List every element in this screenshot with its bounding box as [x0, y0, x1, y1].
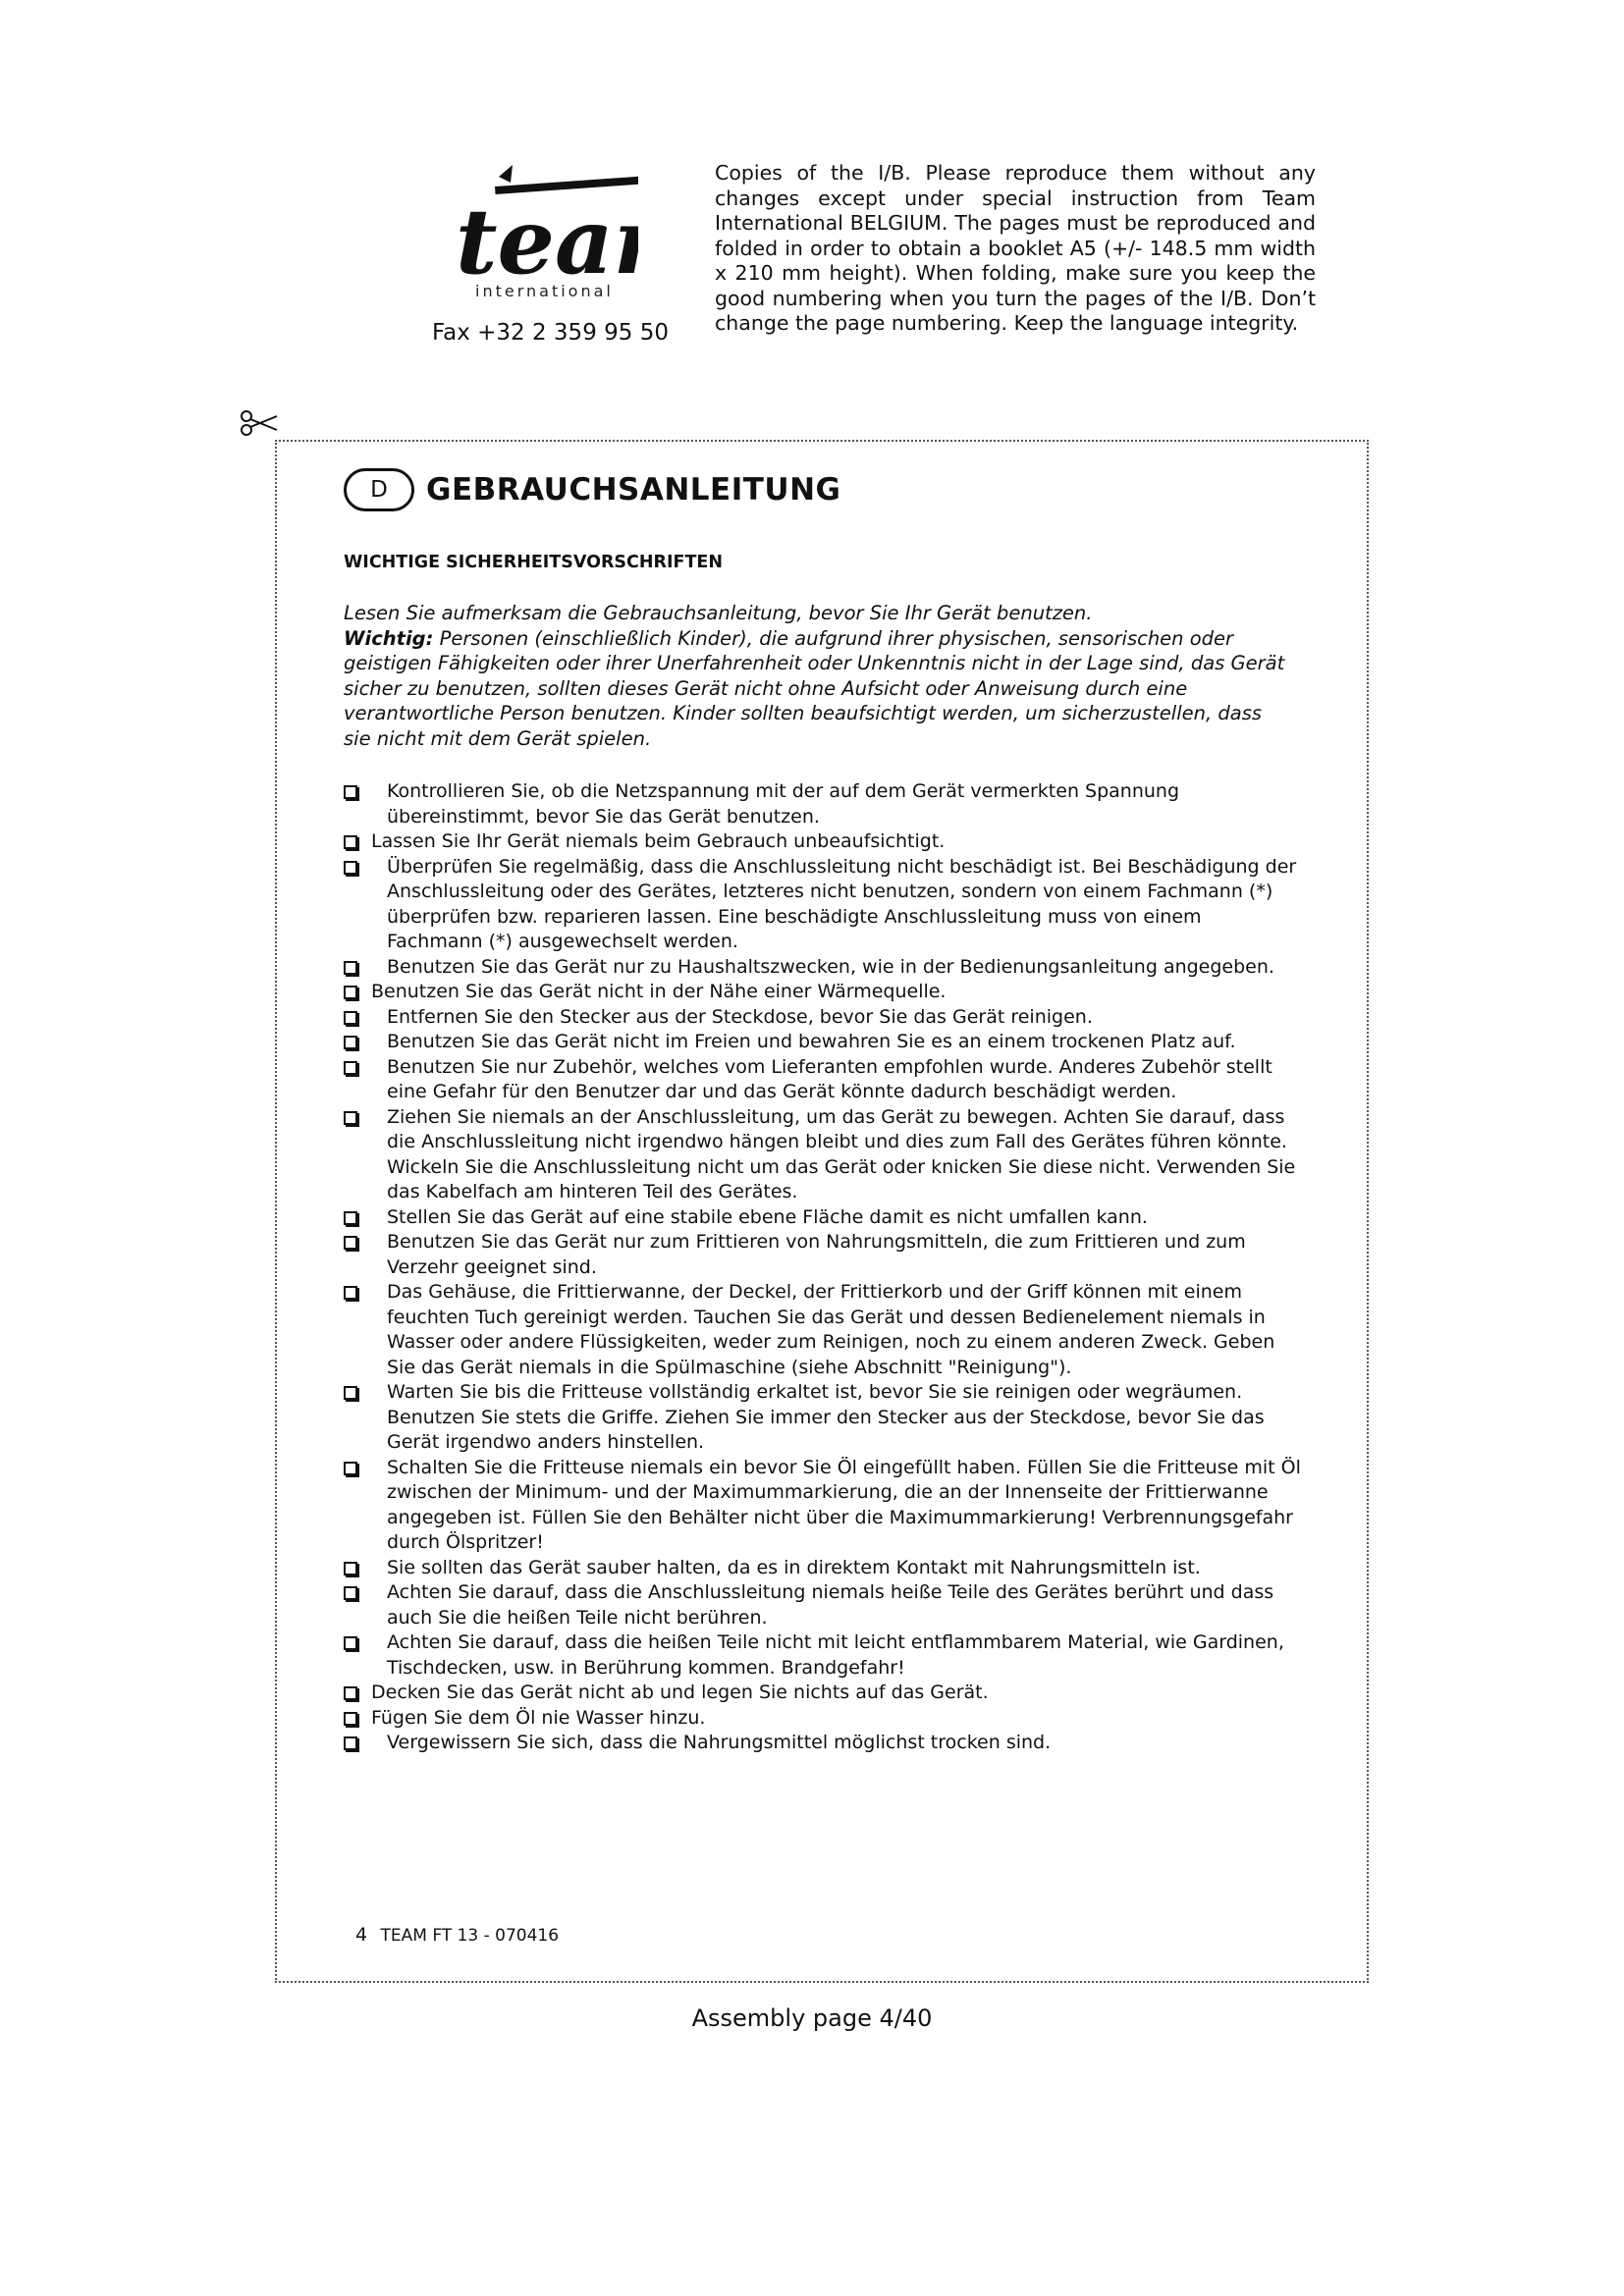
checkbox-bullet-icon	[344, 1736, 357, 1750]
scissors-icon	[240, 408, 279, 438]
checkbox-bullet-icon	[344, 1462, 357, 1475]
list-item: Benutzen Sie das Gerät nur zu Haushaltszwecken, wie in der Bedienungsanleitung angegeben.	[344, 955, 1301, 981]
list-item: Stellen Sie das Gerät auf eine stabile ebene Fläche damit es nicht umfallen kann.	[344, 1205, 1301, 1231]
checkbox-bullet-icon	[344, 1562, 357, 1575]
list-item: Schalten Sie die Fritteuse niemals ein bevor Sie Öl eingefüllt haben. Füllen Sie die Fritteuse mit Öl zwischen der Minimum- und der Maximummarkierung, die an der Innenseite der Frittierwanne angegeben ist. Füllen Sie den Behälter nicht über die Maximummarkierung! Verbrennungsgefahr durch Ölspritzer!	[344, 1456, 1301, 1556]
section-title: GEBRAUCHSANLEITUNG	[426, 472, 841, 507]
page-footer	[355, 1924, 559, 1946]
list-item: Vergewissern Sie sich, dass die Nahrungsmittel möglichst trocken sind.	[344, 1731, 1301, 1756]
list-item: Benutzen Sie das Gerät nicht in der Nähe einer Wärmequelle.	[344, 980, 1301, 1005]
list-item: Das Gehäuse, die Frittierwanne, der Deckel, der Frittierkorb und der Griff können mit einem feuchten Tuch gereinigt werden. Tauchen Sie das Gerät und dessen Bedienelement niemals in Wasser oder andere Flüssigkeiten, weder zum Reinigen, noch zu einem anderen Zweck. Geben Sie das Gerät niemals in die Spülmaschine (siehe Abschnitt "Reinigung").	[344, 1280, 1301, 1380]
checkbox-bullet-icon	[344, 1236, 357, 1250]
fax-number: Fax +32 2 359 95 50	[432, 320, 669, 346]
list-item: Lassen Sie Ihr Gerät niemals beim Gebrauch unbeaufsichtigt.	[344, 829, 1301, 855]
checkbox-bullet-icon	[344, 1386, 357, 1400]
checkbox-bullet-icon	[344, 1061, 357, 1075]
intro-label: Wichtig:	[344, 626, 434, 650]
list-item: Achten Sie darauf, dass die Anschlussleitung niemals heiße Teile des Gerätes berührt und dass auch Sie die heißen Teile nicht berühren.	[344, 1580, 1301, 1630]
model-code: TEAM FT 13 - 070416	[380, 1926, 560, 1946]
checkbox-bullet-icon	[344, 1011, 357, 1025]
checkbox-bullet-icon	[344, 1211, 357, 1225]
list-item: Überprüfen Sie regelmäßig, dass die Anschlussleitung nicht beschädigt ist. Bei Beschädigung der Anschlussleitung oder des Gerätes, letzteres nicht benutzen, sondern von einem Fachmann (*) überprüfen bzw. reparieren lassen. Eine beschädigte Anschlussleitung muss von einem Fachmann (*) ausgewechselt werden.	[344, 855, 1301, 955]
checkbox-bullet-icon	[344, 986, 357, 999]
list-item: Sie sollten das Gerät sauber halten, da es in direktem Kontakt mit Nahrungsmitteln ist.	[344, 1556, 1301, 1581]
checkbox-bullet-icon	[344, 861, 357, 875]
list-item: Kontrollieren Sie, ob die Netzspannung mit der auf dem Gerät vermerkten Spannung übereinstimmt, bevor Sie das Gerät benutzen.	[344, 779, 1301, 829]
list-item: Benutzen Sie das Gerät nur zum Frittieren von Nahrungsmitteln, die zum Frittieren und zum Verzehr geeignet sind.	[344, 1230, 1301, 1280]
logo-sub: international	[475, 282, 614, 300]
checkbox-bullet-icon	[344, 785, 357, 799]
intro-text	[344, 601, 1292, 751]
list-item: Fügen Sie dem Öl nie Wasser hinzu.	[344, 1706, 1301, 1732]
assembly-page-label: Assembly page 4/40	[691, 2004, 933, 2032]
checkbox-bullet-icon	[344, 1712, 357, 1726]
safety-list	[344, 779, 1301, 1756]
list-item: Warten Sie bis die Fritteuse vollständig erkaltet ist, bevor Sie sie reinigen oder wegräumen. Benutzen Sie stets die Griffe. Ziehen Sie immer den Stecker aus der Steckdose, bevor Sie das Gerät irgendwo anders hinstellen.	[344, 1380, 1301, 1456]
copies-note: Copies of the I/B. Please reproduce them without any changes except under special instruction from Team International BELGIUM. The pages must be reproduced and folded in order to obtain a booklet A5 (+/- 148.5 mm width x 210 mm height). When folding, make sure you keep the good numbering when you turn the pages of the I/B. Don’t change the page numbering. Keep the language integrity.	[715, 161, 1316, 335]
team-international-logo	[442, 157, 638, 304]
intro-line-2: Personen (einschließlich Kinder), die aufgrund ihrer physischen, sensorischen oder geistigen Fähigkeiten oder ihrer Unerfahrenheit oder Unkenntnis nicht in der Lage sind, das Gerät sicher zu benutzen, sollten dieses Gerät nicht ohne Aufsicht oder Anweisung durch eine verantwortliche Person benutzen. Kinder sollten beaufsichtigt werden, um sicherzustellen, dass sie nicht mit dem Gerät spielen.	[344, 626, 1285, 750]
list-item: Ziehen Sie niemals an der Anschlussleitung, um das Gerät zu bewegen. Achten Sie darauf, dass die Anschlussleitung nicht irgendwo hängen bleibt und dies zum Fall des Gerätes führen könnte. Wickeln Sie die Anschlussleitung nicht um das Gerät oder knicken Sie diese nicht. Verwenden Sie das Kabelfach am hinteren Teil des Gerätes.	[344, 1105, 1301, 1205]
list-item: Benutzen Sie das Gerät nicht im Freien und bewahren Sie es an einem trockenen Platz auf.	[344, 1030, 1301, 1055]
checkbox-bullet-icon	[344, 961, 357, 975]
list-item: Benutzen Sie nur Zubehör, welches vom Lieferanten empfohlen wurde. Anderes Zubehör stellt eine Gefahr für den Benutzer dar und das Gerät könnte dadurch beschädigt werden.	[344, 1055, 1301, 1105]
checkbox-bullet-icon	[344, 1686, 357, 1700]
checkbox-bullet-icon	[344, 1111, 357, 1125]
section-title-row	[344, 464, 840, 515]
page-number: 4	[355, 1924, 368, 1946]
list-item: Decken Sie das Gerät nicht ab und legen Sie nichts auf das Gerät.	[344, 1681, 1301, 1706]
checkbox-bullet-icon	[344, 1636, 357, 1650]
list-item: Achten Sie darauf, dass die heißen Teile nicht mit leicht entflammbarem Material, wie Gardinen, Tischdecken, usw. in Berührung kommen. Brandgefahr!	[344, 1630, 1301, 1681]
list-item: Entfernen Sie den Stecker aus der Steckdose, bevor Sie das Gerät reinigen.	[344, 1005, 1301, 1031]
intro-line-1: Lesen Sie aufmerksam die Gebrauchsanleitung, bevor Sie Ihr Gerät benutzen.	[344, 602, 1093, 624]
checkbox-bullet-icon	[344, 1036, 357, 1049]
checkbox-bullet-icon	[344, 1586, 357, 1600]
checkbox-bullet-icon	[344, 1286, 357, 1300]
intro-paragraph	[344, 626, 1292, 752]
safety-heading: WICHTIGE SICHERHEITSVORSCHRIFTEN	[344, 553, 724, 572]
logo-word: tea	[456, 188, 614, 294]
checkbox-bullet-icon	[344, 835, 357, 849]
language-badge: D	[344, 468, 414, 511]
